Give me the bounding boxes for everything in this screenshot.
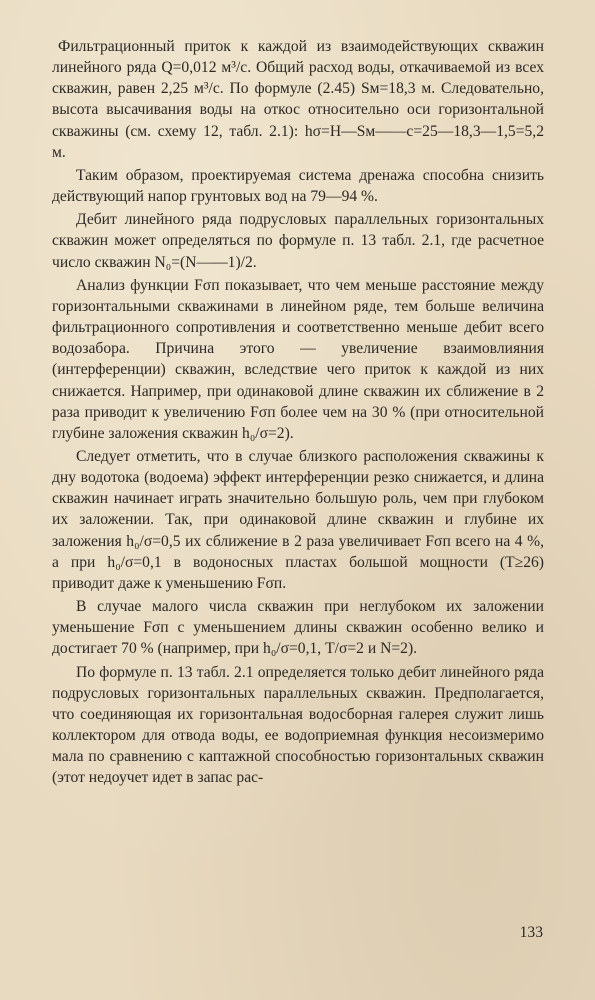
paragraph-4: Анализ функции Fσп показывает, что чем меньше расстояние между горизонтальными скважинами в линейном ряде, тем больше величина фильтрационного сопротивления и соответственно меньше дебит всего водозабора. Причина этого — увеличение взаимовлияния (интерференции) скважин, вследствие чего приток к каждой из них снижается. Например, при одинаковой длине скважин их сближение в 2 раза приводит к увеличению Fσп более чем на 30 % (при относительной глубине заложения скважин h₀/σ=2). — [52, 276, 544, 442]
paragraph-6: В случае малого числа скважин при неглубоком их заложении уменьшение Fσп с уменьшением длины скважин особенно велико и достигает 70 % (например, при h₀/σ=0,1, T/σ=2 и N=2). — [52, 598, 544, 658]
paragraph-3: Дебит линейного ряда подрусловых параллельных горизонтальных скважин может определяться по формуле п. 13 табл. 2.1, где расчетное число скважин N₀=(N——1)/2. — [52, 211, 544, 271]
page-number: 133 — [519, 924, 543, 941]
paragraph-2: Таким образом, проектируемая система дренажа способна снизить действующий напор грунтовых вод на 79—94 %. — [52, 166, 544, 206]
paragraph-7: По формуле п. 13 табл. 2.1 определяется только дебит линейного ряда подрусловых горизонтальных параллельных скважин. Предполагается, что соединяющая их горизонтальная водосборная галерея служит лишь коллектором для отвода воды, ее водоприемная функция несоизмеримо мала по сравнению с каптажной способностью горизонтальных скважин (этот недоучет идет в запас рас- — [52, 663, 544, 787]
paragraph-1: Фильтрационный приток к каждой из взаимодействующих скважин линейного ряда Q=0,012 м³/с. Общий расход воды, откачиваемой из всех скважин, равен 2,25 м³/с. По формуле (2.45) Sм=18,3 м. Следовательно, высота высачивания воды на откос относительно оси горизонтальной скважины (см. схему 12, табл. 2.1): hσ=H—Sм——c=25—18,3—1,5=5,2 м. — [52, 38, 544, 161]
body-text — [52, 36, 544, 790]
paragraph-5: Следует отметить, что в случае близкого расположения скважины к дну водотока (водоема) эффект интерференции резко снижается, и длина скважин начинает играть значительно большую роль, чем при глубоком их заложении. Так, при одинаковой длине скважин и глубине их заложения h₀/σ=0,5 их сближение в 2 раза увеличивает Fσп всего на 4 %, а при h₀/σ=0,1 в водоносных пластах большой мощности (T≥26) приводит даже к уменьшению Fσп. — [52, 447, 544, 592]
